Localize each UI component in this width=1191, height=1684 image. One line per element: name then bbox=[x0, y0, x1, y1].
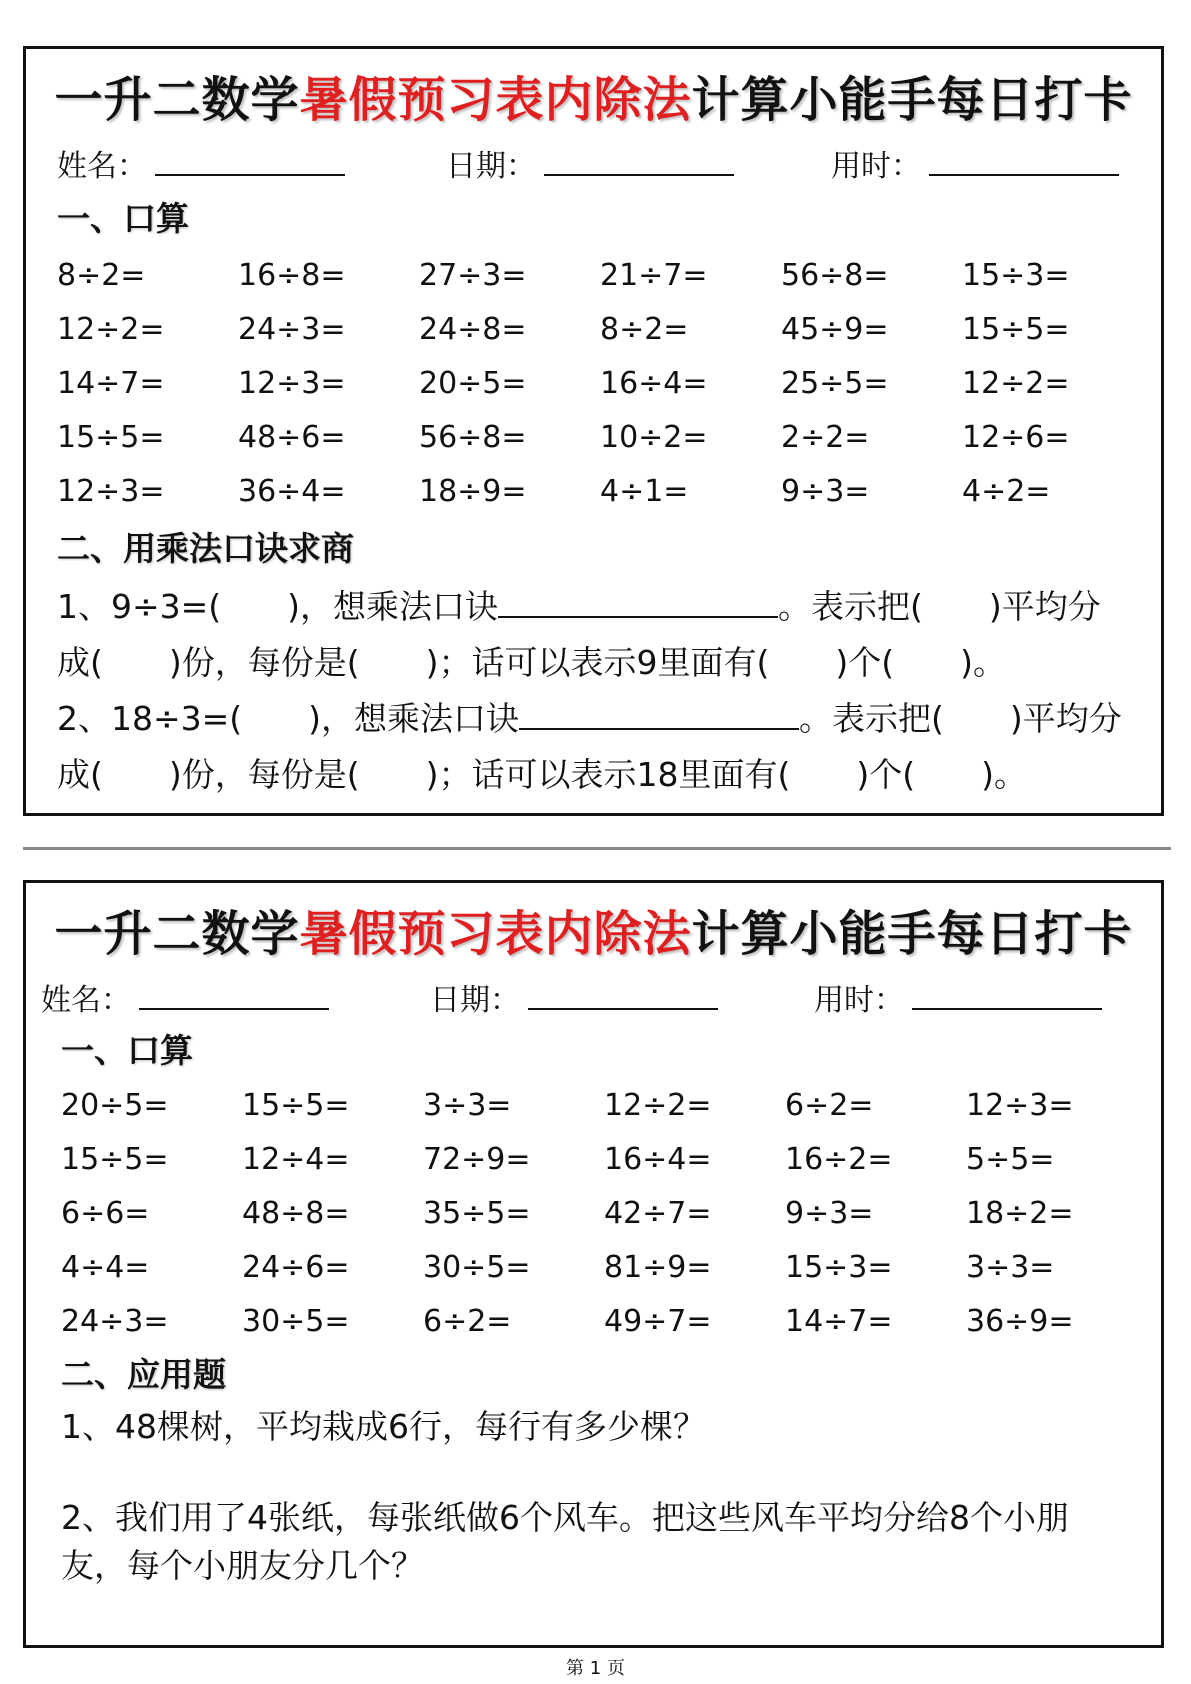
problem-item: 3÷3= bbox=[423, 1088, 512, 1123]
section-mental-math: 一、口算 bbox=[61, 1031, 193, 1070]
problem-item: 15÷5= bbox=[61, 1142, 169, 1177]
problem-item: 14÷7= bbox=[57, 366, 165, 401]
name-label: 姓名： bbox=[41, 983, 131, 1018]
question-1-line-1 bbox=[57, 579, 1101, 635]
date-field bbox=[430, 975, 718, 1019]
problem-item: 48÷6= bbox=[238, 420, 346, 455]
problem-item: 15÷5= bbox=[57, 420, 165, 455]
problem-item: 3÷3= bbox=[966, 1250, 1055, 1285]
problem-item: 8÷2= bbox=[600, 312, 689, 347]
problem-item: 48÷8= bbox=[242, 1196, 350, 1231]
name-field bbox=[57, 141, 345, 185]
problem-grid bbox=[61, 1079, 1147, 1349]
q1-part-b: 。表示把( )平均分 bbox=[778, 587, 1101, 626]
info-row bbox=[26, 141, 1161, 184]
problem-item: 15÷3= bbox=[785, 1250, 893, 1285]
problem-item: 24÷3= bbox=[61, 1304, 169, 1339]
problem-item: 12÷3= bbox=[57, 474, 165, 509]
problem-item: 27÷3= bbox=[419, 258, 527, 293]
problem-item: 16÷4= bbox=[600, 366, 708, 401]
word-problem-2-line-1: 2、我们用了4张纸，每张纸做6个风车。把这些风车平均分给8个小朋 bbox=[61, 1498, 1069, 1537]
problem-item: 72÷9= bbox=[423, 1142, 531, 1177]
time-blank[interactable] bbox=[912, 982, 1102, 1010]
date-field bbox=[446, 141, 734, 185]
problem-item: 16÷4= bbox=[604, 1142, 712, 1177]
q2-part-a: 2、18÷3=( )，想乘法口诀 bbox=[57, 699, 520, 738]
problem-item: 20÷5= bbox=[419, 366, 527, 401]
name-blank[interactable] bbox=[155, 148, 345, 176]
q1-part-a: 1、9÷3=( )，想乘法口诀 bbox=[57, 587, 499, 626]
problem-item: 12÷2= bbox=[962, 366, 1070, 401]
problem-item: 49÷7= bbox=[604, 1304, 712, 1339]
title-red: 暑假预习表内除法 bbox=[299, 72, 692, 128]
problem-item: 12÷3= bbox=[966, 1088, 1074, 1123]
page-number: 第 1 页 bbox=[566, 1658, 625, 1679]
problem-item: 4÷1= bbox=[600, 474, 689, 509]
problem-item: 15÷3= bbox=[962, 258, 1070, 293]
title-red: 暑假预习表内除法 bbox=[299, 906, 692, 962]
problem-item: 18÷9= bbox=[419, 474, 527, 509]
worksheet-title bbox=[26, 61, 1161, 130]
section-mental-math: 一、口算 bbox=[57, 199, 189, 238]
problem-item: 4÷4= bbox=[61, 1250, 150, 1285]
problem-item: 30÷5= bbox=[242, 1304, 350, 1339]
problem-item: 8÷2= bbox=[57, 258, 146, 293]
problem-item: 15÷5= bbox=[962, 312, 1070, 347]
section-multiplication-quotient: 二、用乘法口诀求商 bbox=[57, 529, 354, 568]
date-label: 日期： bbox=[446, 149, 536, 184]
q1-answer-blank[interactable] bbox=[498, 588, 778, 618]
title-prefix: 一升二数学 bbox=[54, 72, 300, 128]
section-word-problems: 二、应用题 bbox=[61, 1355, 226, 1394]
problem-item: 24÷6= bbox=[242, 1250, 350, 1285]
question-2-line-2: 成( )份，每份是( )；话可以表示18里面有( )个( )。 bbox=[57, 755, 1027, 794]
title-prefix: 一升二数学 bbox=[54, 906, 300, 962]
problem-item: 15÷5= bbox=[242, 1088, 350, 1123]
problem-item: 5÷5= bbox=[966, 1142, 1055, 1177]
problem-item: 45÷9= bbox=[781, 312, 889, 347]
date-blank[interactable] bbox=[544, 148, 734, 176]
problem-item: 12÷3= bbox=[238, 366, 346, 401]
problem-item: 81÷9= bbox=[604, 1250, 712, 1285]
problem-item: 9÷3= bbox=[781, 474, 870, 509]
problem-item: 36÷9= bbox=[966, 1304, 1074, 1339]
problem-item: 6÷2= bbox=[785, 1088, 874, 1123]
problem-item: 35÷5= bbox=[423, 1196, 531, 1231]
problem-item: 42÷7= bbox=[604, 1196, 712, 1231]
problem-item: 6÷6= bbox=[61, 1196, 150, 1231]
name-label: 姓名： bbox=[57, 149, 147, 184]
title-suffix: 计算小能手每日打卡 bbox=[691, 72, 1133, 128]
name-blank[interactable] bbox=[139, 982, 329, 1010]
problem-grid bbox=[57, 249, 1143, 519]
problem-item: 30÷5= bbox=[423, 1250, 531, 1285]
problem-item: 16÷8= bbox=[238, 258, 346, 293]
problem-item: 12÷2= bbox=[57, 312, 165, 347]
time-field bbox=[831, 141, 1119, 185]
title-suffix: 计算小能手每日打卡 bbox=[691, 906, 1133, 962]
time-label: 用时： bbox=[814, 983, 904, 1018]
date-label: 日期： bbox=[430, 983, 520, 1018]
problem-item: 25÷5= bbox=[781, 366, 889, 401]
info-row bbox=[26, 975, 1161, 1018]
problem-item: 14÷7= bbox=[785, 1304, 893, 1339]
q2-answer-blank[interactable] bbox=[519, 700, 799, 730]
question-2-line-1 bbox=[57, 691, 1122, 747]
time-blank[interactable] bbox=[929, 148, 1119, 176]
worksheet-card-2 bbox=[23, 880, 1164, 1648]
problem-item: 36÷4= bbox=[238, 474, 346, 509]
problem-item: 2÷2= bbox=[781, 420, 870, 455]
problem-item: 18÷2= bbox=[966, 1196, 1074, 1231]
problem-item: 12÷6= bbox=[962, 420, 1070, 455]
word-problem-1: 1、48棵树，平均栽成6行，每行有多少棵？ bbox=[61, 1407, 706, 1446]
worksheet-card-1 bbox=[23, 46, 1164, 816]
problem-item: 21÷7= bbox=[600, 258, 708, 293]
problem-item: 16÷2= bbox=[785, 1142, 893, 1177]
problem-item: 9÷3= bbox=[785, 1196, 874, 1231]
problem-item: 12÷2= bbox=[604, 1088, 712, 1123]
problem-item: 20÷5= bbox=[61, 1088, 169, 1123]
problem-item: 56÷8= bbox=[419, 420, 527, 455]
question-1-line-2: 成( )份，每份是( )；话可以表示9里面有( )个( )。 bbox=[57, 643, 1006, 682]
worksheet-title bbox=[26, 895, 1161, 964]
problem-item: 24÷3= bbox=[238, 312, 346, 347]
problem-item: 6÷2= bbox=[423, 1304, 512, 1339]
problem-item: 24÷8= bbox=[419, 312, 527, 347]
word-problem-2-line-2: 友，每个小朋友分几个？ bbox=[61, 1546, 424, 1585]
page-divider bbox=[23, 847, 1171, 850]
problem-item: 10÷2= bbox=[600, 420, 708, 455]
time-label: 用时： bbox=[831, 149, 921, 184]
q2-part-b: 。表示把( )平均分 bbox=[799, 699, 1122, 738]
date-blank[interactable] bbox=[528, 982, 718, 1010]
time-field bbox=[814, 975, 1102, 1019]
problem-item: 56÷8= bbox=[781, 258, 889, 293]
problem-item: 4÷2= bbox=[962, 474, 1051, 509]
name-field bbox=[41, 975, 329, 1019]
problem-item: 12÷4= bbox=[242, 1142, 350, 1177]
